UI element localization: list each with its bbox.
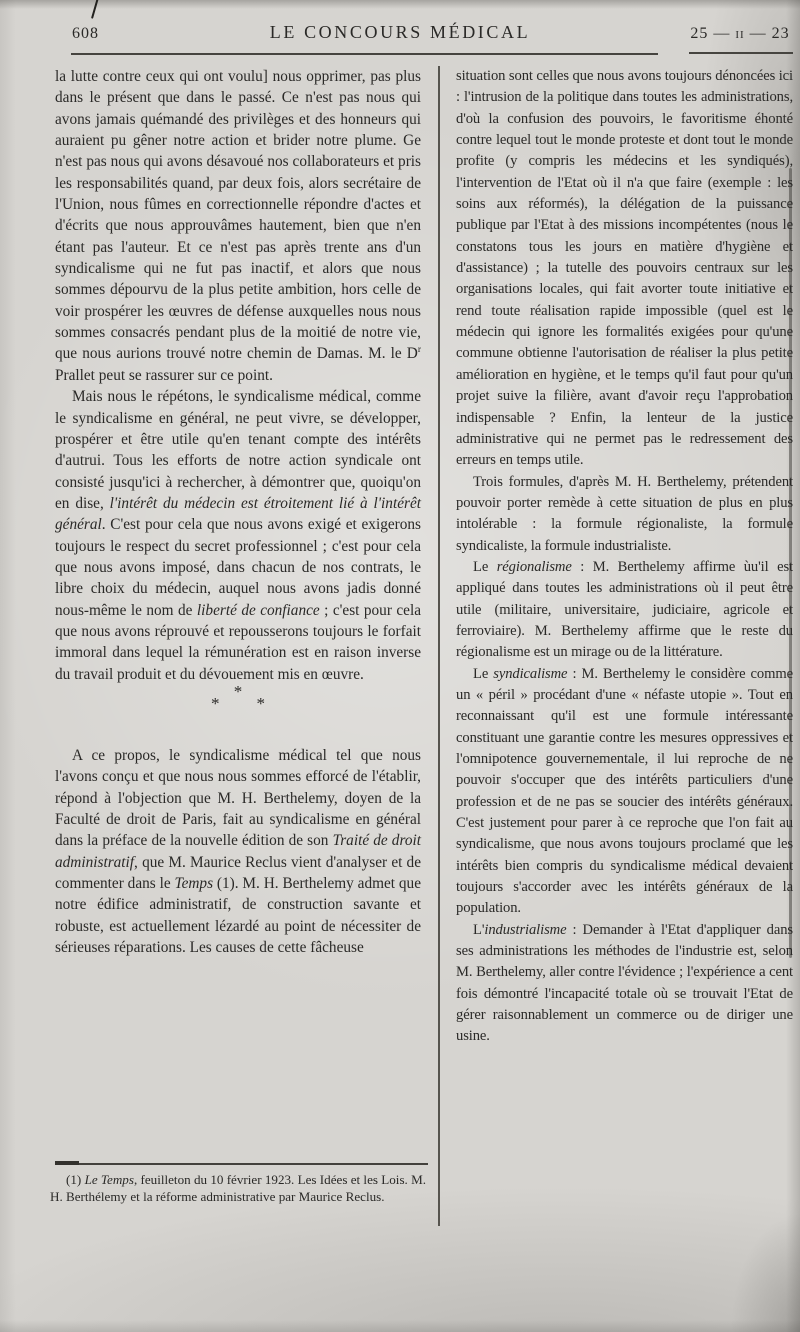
scan-artifact-corner-shadow [730, 1212, 800, 1332]
text-run: : M. Berthelemy affirme ùu'il est appliqué dans toutes les administrations où il peut être utile (militaire, universitaire, judiciaire, agricole et ferroviaire). M. Berthelemy affirme que le reste du régionalisme est un mirage ou de la littérature. [456, 558, 793, 661]
footnote-separator-rule-bold-end [55, 1161, 79, 1165]
italic-text-run: Traité de droit administratif [55, 832, 421, 871]
asterisk-glyph: * [233, 681, 243, 701]
italic-text-run: Le Temps [84, 1172, 134, 1187]
text-run: : Demander à l'Etat d'appliquer dans ses administrations les méthodes de l'industrie est, selon M. Berthelemy, aller contre l'évidence ; l'expérience a cent fois démontré l'incapacité totale où se trouvait l'Etat de gérer raisonnablement un commerce ou de diriger une usine. [456, 921, 793, 1045]
right-column-text [456, 66, 793, 1048]
text-run: ; c'est pour cela que nous avons réprouvé et repousserons toujours le forfait immoral dans lequel la rémunération est en raison inverse du travail produit et du dévouement mis en œuvre. [55, 601, 421, 683]
page-number: 608 [72, 25, 99, 42]
italic-text-run: l'intérêt du médecin est étroitement lié à l'intérêt général [55, 494, 421, 534]
asterisk-glyph: * [256, 693, 265, 713]
italic-text-run: Temps [174, 875, 214, 893]
text-run: , que M. Maurice Reclus vient d'analyser et de commenter dans le [55, 853, 421, 893]
text-run: (1) [66, 1172, 85, 1187]
right-column [456, 66, 793, 1048]
italic-text-run: liberté de confiance [196, 601, 320, 619]
journal-title: LE CONCOURS MÉDICAL [269, 22, 531, 42]
section-separator-asterism [55, 681, 421, 743]
paragraph [55, 745, 421, 958]
paragraph [55, 386, 421, 685]
footnote-text [50, 1172, 426, 1206]
paragraph [456, 66, 793, 472]
left-column [55, 66, 421, 958]
paragraph [55, 66, 421, 386]
text-run: Le [473, 558, 497, 575]
footnote [50, 1172, 426, 1206]
text-run: (1). M. H. Berthelemy admet que notre édifice administratif, de construction savante et robuste, est actuellement lézardé au point de nécessiter de sérieuses réparations. Les causes de cette fâcheuse [55, 875, 421, 957]
text-run: Prallet peut se rassurer sur ce point. [55, 366, 273, 384]
text-run: la lutte contre ceux qui ont voulu] nous opprimer, pas plus dans le présent que dans le passé. Ce n'est pas nous qui avons jamais quémandé des privilèges et des honneurs qui auraient pu gêner notre action et brider notre plume. Ge n'est pas nous qui avons désavoué nos collaborateurs et pris les responsabilités quand, par deux fois, alors secrétaire de l'Union, nous fûmes en correctionnelle répondre d'actes et d'écrits que nous approuvâmes hautement, bien que n'en étant pas l'auteur. Et ce n'est pas après trente ans d'un syndicalisme qui ne fut pas inactif, et alors que nous sommes dépourvu de la plus petite ambition, hors celle de voir prospérer les œuvres de défense auxquelles nous nous sommes consacrés pendant plus de la moitié de notre vie, que nous aurions trouvé notre chemin de Damas. M. le D [55, 68, 421, 363]
issue-date: 25 — ii — 23 [690, 25, 790, 42]
footnote-separator-rule [55, 1163, 428, 1165]
header-rule [71, 53, 658, 55]
text-run: situation sont celles que nous avons toujours dénoncées ici : l'intrusion de la politique dans toutes les administrations, d'où la confusion des pouvoirs, le favoritisme éhonté contre lequel tout le monde proteste et dont tout le monde profite (y compris les médecins et les syndiqués), l'intervention de l'Etat où il n'a que faire (exemple : les soins aux réformés), la délégation de la puissance publique par l'Etat à des missions incompétentes (nous le constatons tous les jours en matière d'hygiène et d'assistance) ; la tutelle des pouvoirs centraux sur les organisations locales, qui fait avorter toute initiative et rend toute réalisation rapide impossible (quel est le médecin qui ignore les formalités exigées pour qu'une commune obtienne l'autorisation de réaliser la plus petite amélioration en hygiène, et le temps qu'il faut pour qu'un projet suive la filière, avant d'avoir reçu l'approbation indispensable ? Enfin, la lenteur de la justice administrative qui ne permet pas le redressement des erreurs en temps utile. [456, 68, 793, 469]
text-run: , feuilleton du 10 février 1923. Les Idées et les Lois. M. H. Berthélemy et la réforme administrative par Maurice Reclus. [50, 1172, 427, 1204]
text-run: r [417, 345, 421, 356]
paragraph [456, 664, 793, 920]
text-run: L' [473, 921, 485, 938]
paragraph [456, 920, 793, 1048]
text-run: Le [473, 665, 494, 682]
text-run: . C'est pour cela que nous avons exigé et exigerons toujours le respect du secret professionnel ; c'est pour cela que nous avons imposé, dans chacun de nos contrats, le libre choix du médecin, auquel nous avons jadis donné nous-même le nom de [55, 516, 421, 619]
text-run: Mais nous le répétons, le syndicalisme médical, comme le syndicalisme en général, ne peut vivre, se développer, prospérer et être utile qu'en tenant compte des intérêts d'autrui. Tous les efforts de notre action syndicale ont consisté jusqu'ici à rechercher, à démontrer que, quoiqu'on en dise, [55, 388, 421, 512]
asterisk-glyph: * [211, 693, 220, 713]
column-divider-rule [438, 66, 440, 1226]
paragraph [456, 472, 793, 557]
italic-text-run: syndicalisme [493, 665, 568, 682]
italic-text-run: régionalisme [496, 558, 572, 575]
text-run: Trois formules, d'après M. H. Berthelemy, prétendent pouvoir porter remède à cette situation de plus en plus intolérable : la formule régionaliste, la formule syndicaliste, la formule industrialiste. [456, 473, 793, 554]
paragraph [50, 1172, 426, 1206]
header-rule-right-segment [689, 52, 793, 54]
scan-artifact-slash [91, 0, 99, 19]
left-column-upper-text [55, 66, 421, 685]
italic-text-run: industrialisme [484, 921, 567, 938]
paragraph [456, 557, 793, 664]
left-column-lower-text [55, 745, 421, 958]
text-run: A ce propos, le syndicalisme médical tel que nous l'avons conçu et que nous nous sommes efforcé de l'établir, répond à l'objection que M. H. Berthelemy, doyen de la Faculté de droit de Paris, fait au syndicalisme en général dans la préface de la nouvelle édition de son [55, 746, 421, 850]
text-run: : M. Berthelemy le considère comme un « péril » procédant d'une « néfaste utopie ». Tout en reconnaissant qu'il est une formule intéressante constituant une garantie contre les mesures oppressives et l'omnipotence gouvernementale, il lui reproche de ne pouvoir s'occuper que des intérêts particuliers d'une profession et de ne pas se soucier des intérêts généraux. C'est justement pour parer à ce reproche que l'on fait au syndicalisme, que nous avons toujours proclamé que les intérêts bien compris du syndicalisme médical devaient toujours s'accorder avec les intérêts généraux de la population. [456, 665, 793, 917]
